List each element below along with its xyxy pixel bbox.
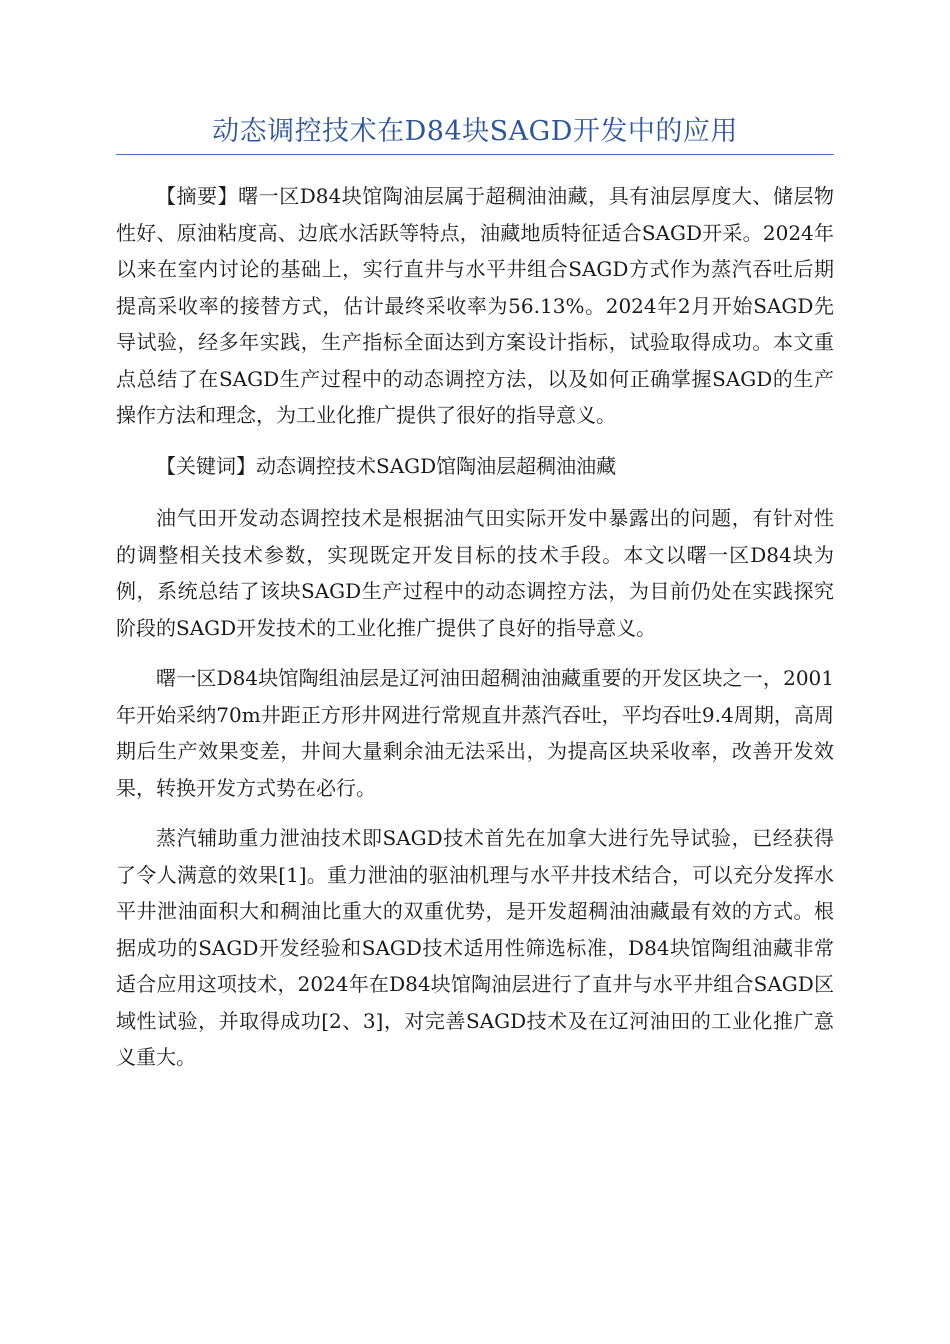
body-paragraph-1: 油气田开发动态调控技术是根据油气田实际开发中暴露出的问题，有针对性的调整相关技术参数，实现既定开发目标的技术手段。本文以曙一区D84块为例，系统总结了该块SAGD生产过程中的动态调控方法，为目前仍处在实践探究阶段的SAGD开发技术的工业化推广提供了良好的指导意义。 [116,506,834,640]
title-underline [116,154,834,155]
body-paragraph-3: 蒸汽辅助重力泄油技术即SAGD技术首先在加拿大进行先导试验，已经获得了令人满意的效果[1]。重力泄油的驱油机理与水平井技术结合，可以充分发挥水平井泄油面积大和稠油比重大的双重优势，是开发超稠油油藏最有效的方式。根据成功的SAGD开发经验和SAGD技术适用性筛选标准，D84块馆陶组油藏非常适合应用这项技术，2024年在D84块馆陶油层进行了直井与水平井组合SAGD区域性试验，并取得成功[2、3]，对完善SAGD技术及在辽河油田的工业化推广意义重大。 [116,826,834,1069]
document-body [116,178,834,1090]
keywords-paragraph: 【关键词】动态调控技术SAGD馆陶油层超稠油油藏 [156,453,617,478]
document-title: 动态调控技术在D84块SAGD开发中的应用 [212,116,738,147]
abstract-paragraph: 【摘要】曙一区D84块馆陶油层属于超稠油油藏，具有油层厚度大、储层物性好、原油粘度高、边底水活跃等特点，油藏地质特征适合SAGD开采。2024年以来在室内讨论的基础上，实行直井与水平井组合SAGD方式作为蒸汽吞吐后期提高采收率的接替方式，估计最终采收率为56.13%。2024年2月开始SAGD先导试验，经多年实践，生产指标全面达到方案设计指标，试验取得成功。本文重点总结了在SAGD生产过程中的动态调控方法，以及如何正确掌握SAGD的生产操作方法和理念，为工业化推广提供了很好的指导意义。 [116,184,834,427]
body-paragraph-2: 曙一区D84块馆陶组油层是辽河油田超稠油油藏重要的开发区块之一，2001年开始采纳70m井距正方形井网进行常规直井蒸汽吞吐，平均吞吐9.4周期，高周期后生产效果变差，井间大量剩余油无法采出，为提高区块采收率，改善开发效果，转换开发方式势在必行。 [116,666,834,800]
